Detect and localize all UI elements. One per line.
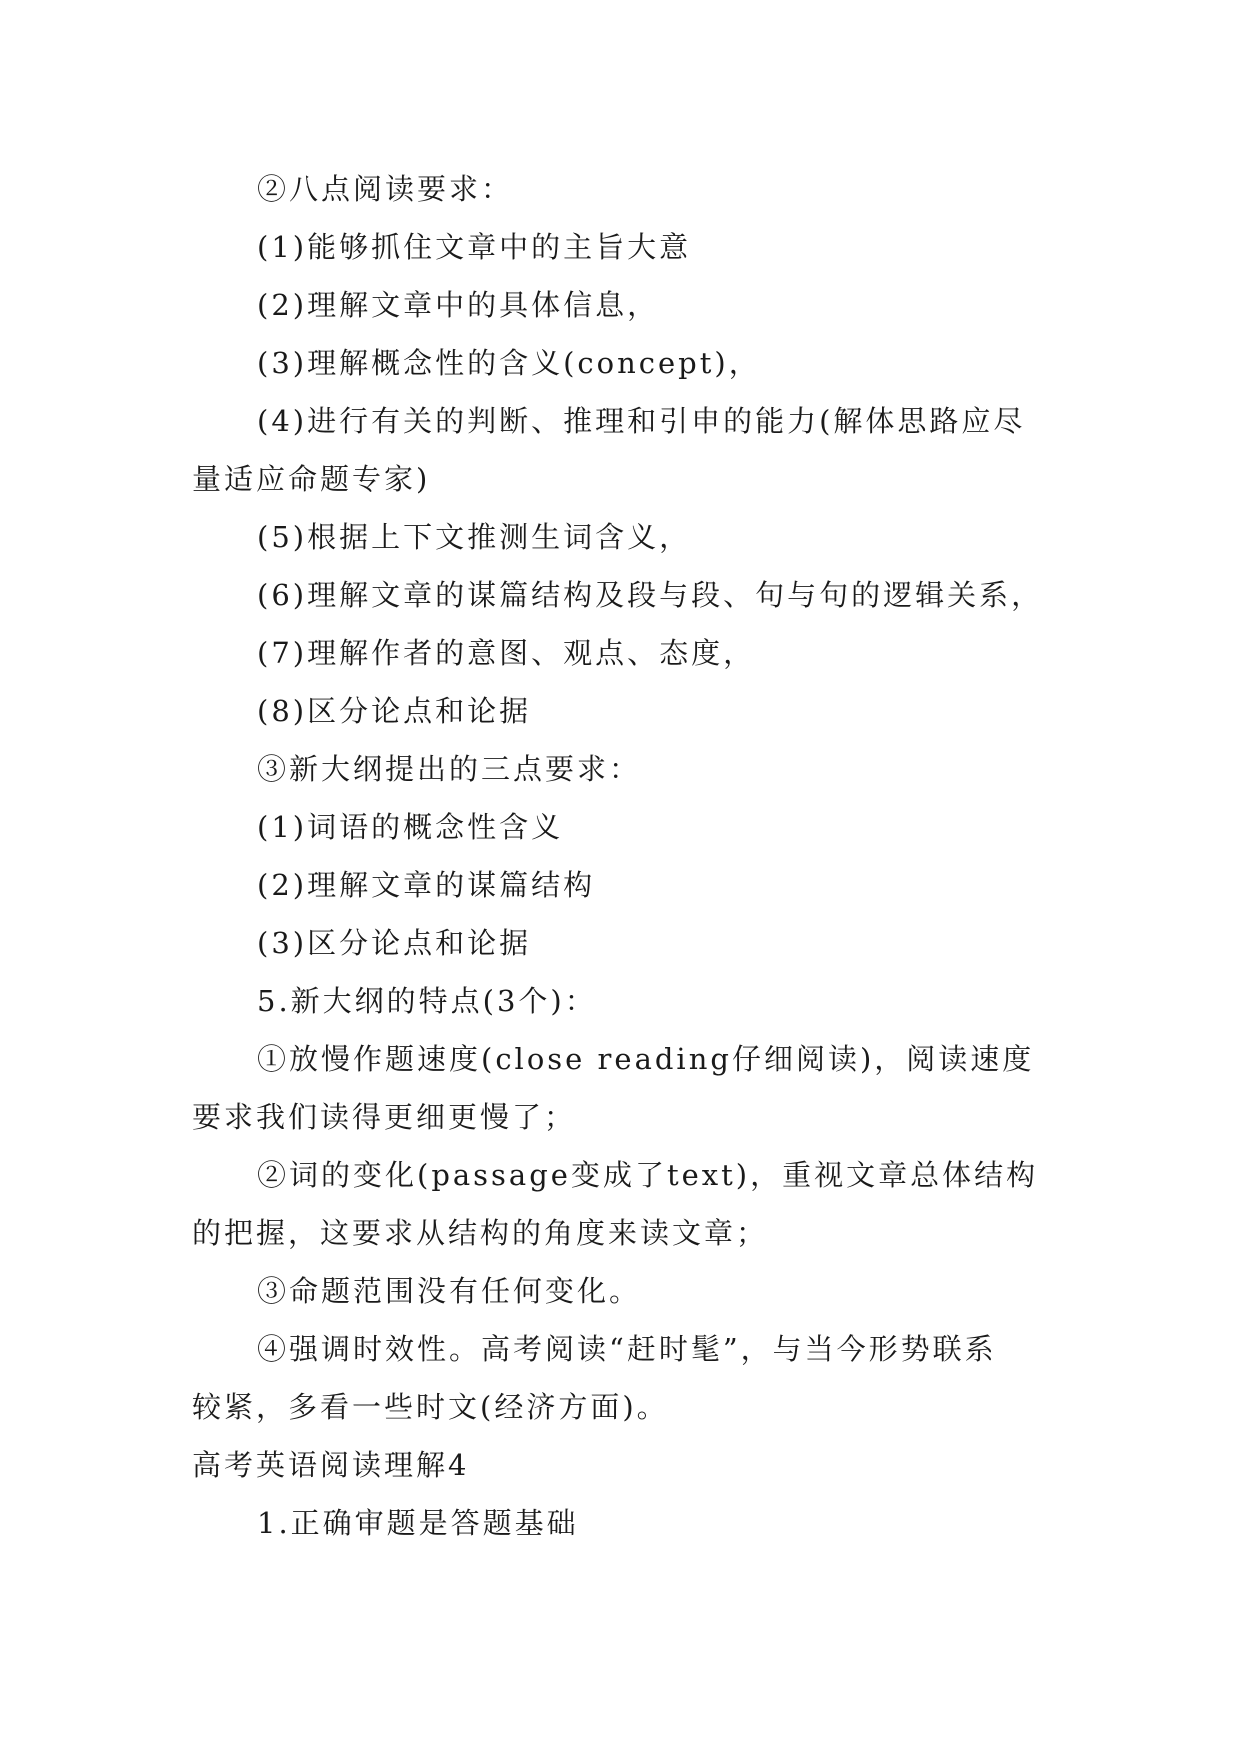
text-line: ①放慢作题速度(close reading仔细阅读)，阅读速度 [257,1042,1035,1076]
text-line: (5)根据上下文推测生词含义， [257,520,692,554]
text-line: ②八点阅读要求： [257,172,514,206]
text-line: ③新大纲提出的三点要求： [257,752,642,786]
text-line: (3)理解概念性的含义(concept)， [257,346,761,380]
text-line: (1)能够抓住文章中的主旨大意 [257,230,692,264]
text-line: (6)理解文章的谋篇结构及段与段、句与句的逻辑关系， [257,578,1044,612]
text-line: (2)理解文章中的具体信息， [257,288,660,322]
text-line: (8)区分论点和论据 [257,694,532,728]
text-line: (3)区分论点和论据 [257,926,532,960]
text-line: 较紧，多看一些时文(经济方面)。 [192,1390,669,1424]
text-line: ③命题范围没有任何变化。 [257,1274,642,1308]
text-line: ②词的变化(passage变成了text)，重视文章总体结构 [257,1158,1039,1192]
text-line: 量适应命题专家) [192,462,431,496]
text-line: (4)进行有关的判断、推理和引申的能力(解体思路应尽 [257,404,1026,438]
text-line: (1)词语的概念性含义 [257,810,564,844]
text-line: 1.正确审题是答题基础 [257,1506,579,1540]
text-line: ④强调时效性。高考阅读“赶时髦”，与当今形势联系 [257,1332,997,1366]
text-line: (7)理解作者的意图、观点、态度， [257,636,756,670]
section-heading: 高考英语阅读理解4 [192,1448,470,1482]
text-line: (2)理解文章的谋篇结构 [257,868,596,902]
text-line: 5.新大纲的特点(3个)： [257,984,597,1018]
document-body [192,160,1052,1552]
text-line: 的把握，这要求从结构的角度来读文章； [192,1216,769,1250]
text-line: 要求我们读得更细更慢了； [192,1100,577,1134]
